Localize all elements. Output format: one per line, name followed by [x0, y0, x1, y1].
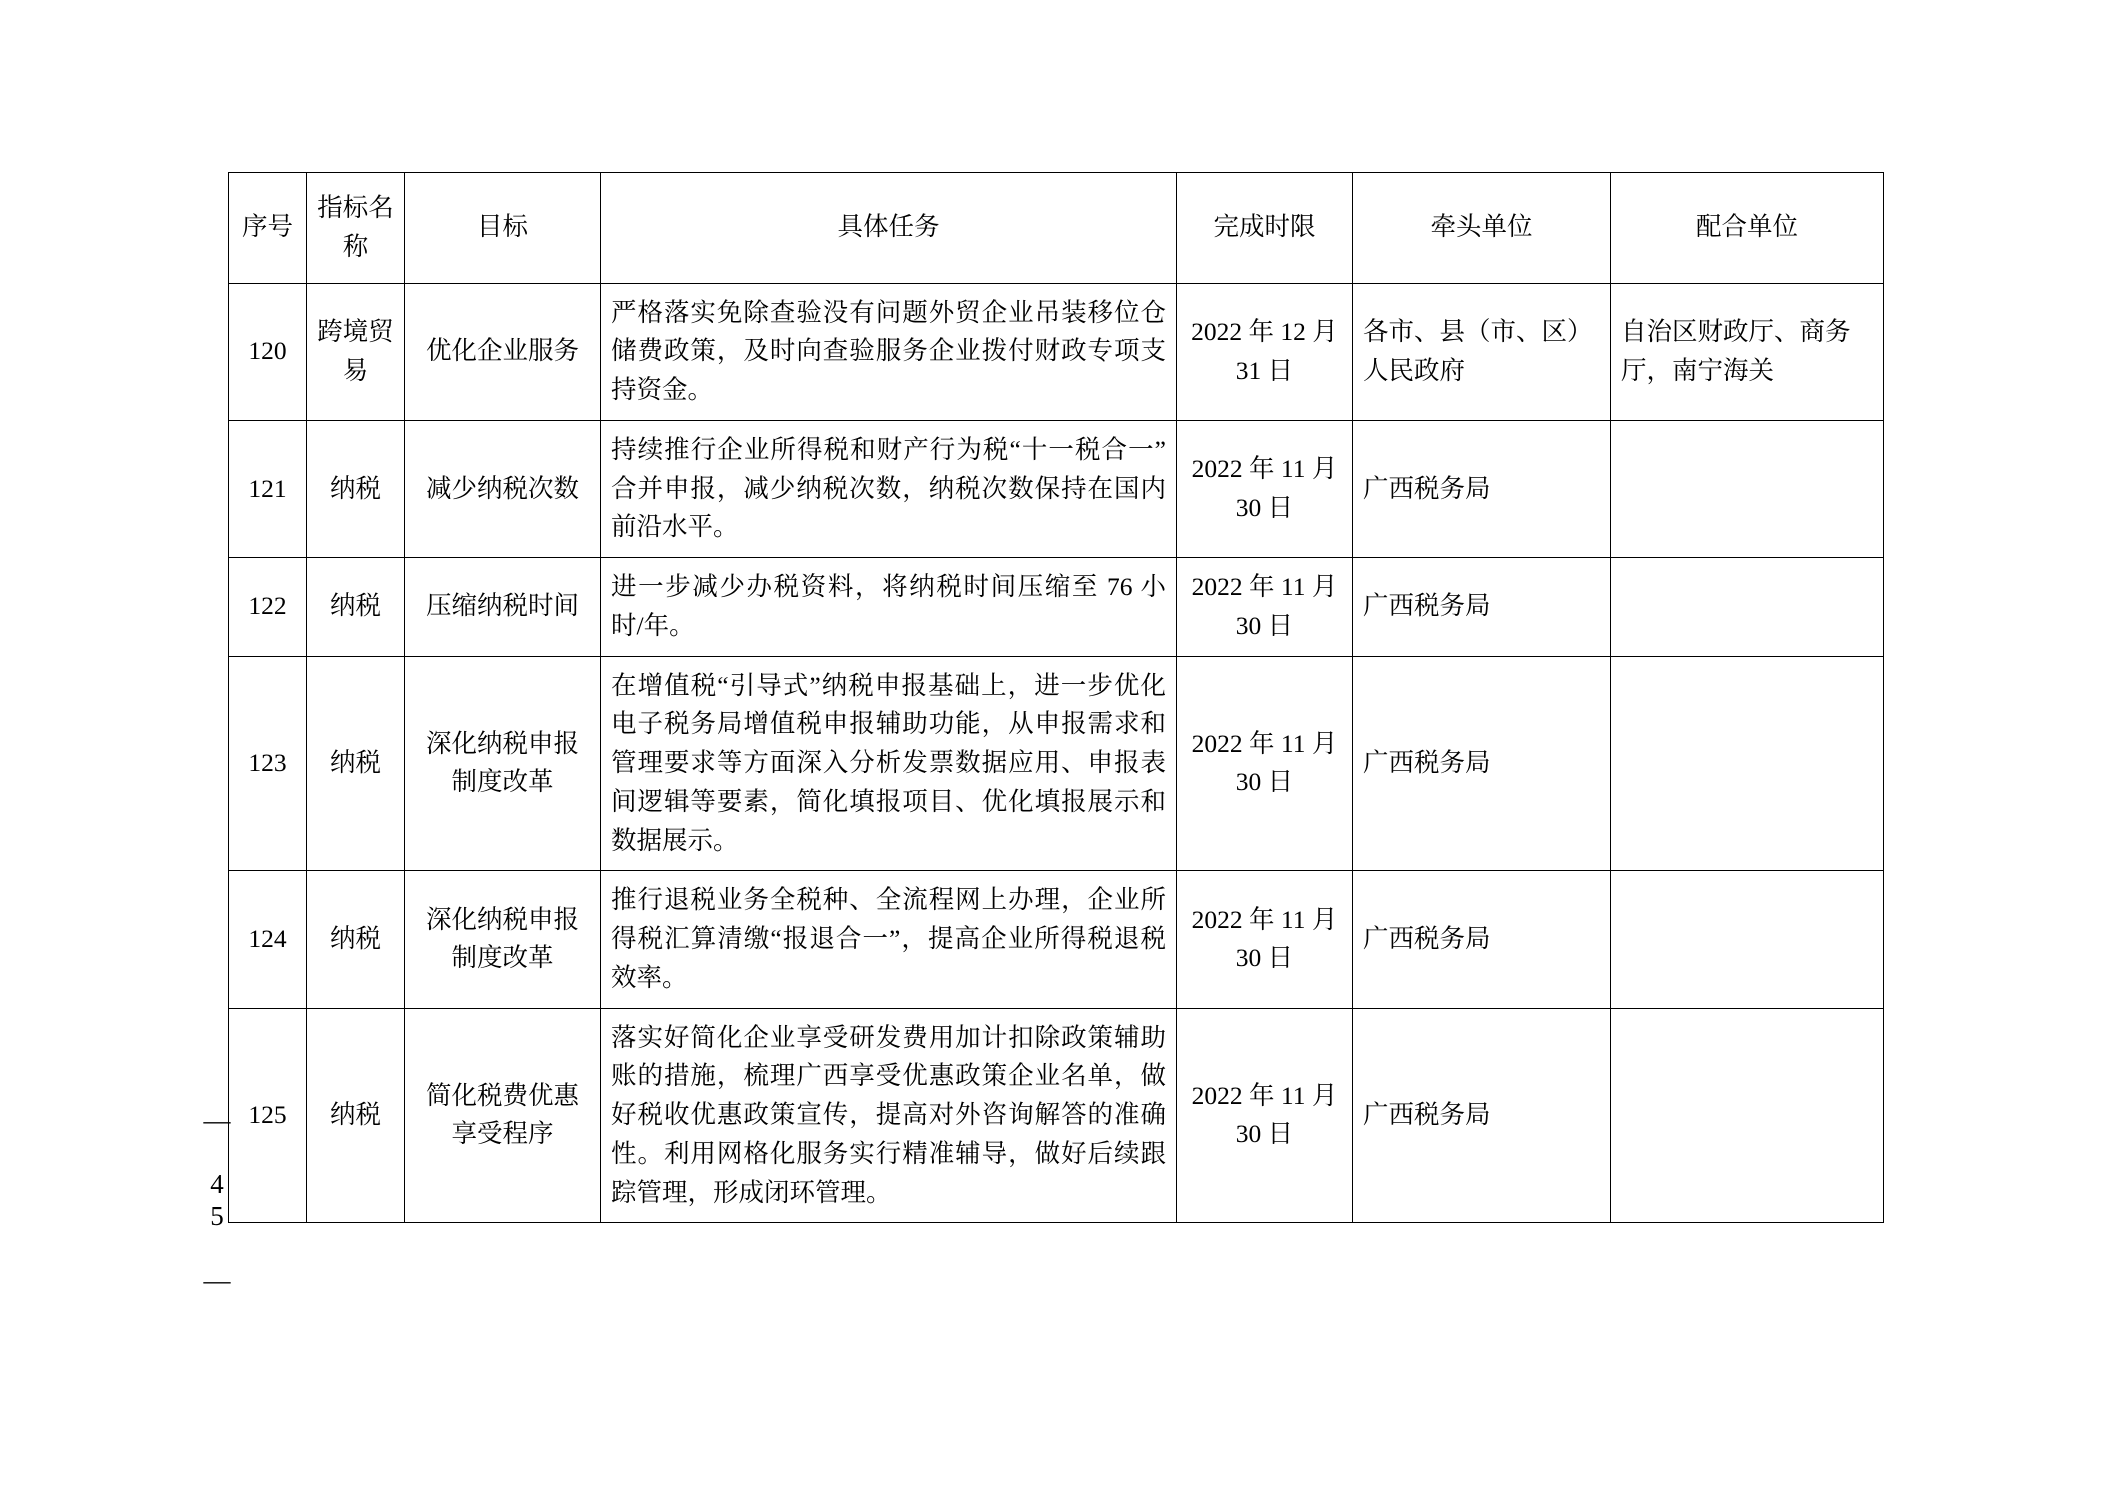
cell-seq: 124	[229, 871, 307, 1008]
cell-cooperating-unit	[1611, 656, 1884, 871]
cell-deadline: 2022 年 11 月 30 日	[1177, 558, 1353, 657]
cell-deadline: 2022 年 11 月 30 日	[1177, 420, 1353, 557]
cell-deadline: 2022 年 11 月 30 日	[1177, 656, 1353, 871]
cell-indicator-name: 纳税	[307, 656, 405, 871]
header-task: 具体任务	[601, 173, 1177, 284]
cell-cooperating-unit	[1611, 420, 1884, 557]
cell-task: 落实好简化企业享受研发费用加计扣除政策辅助账的措施，梳理广西享受优惠政策企业名单，做好税收优惠政策宣传，提高对外咨询解答的准确性。利用网格化服务实行精准辅导，做好后续跟踪管理，形成闭环管理。	[601, 1008, 1177, 1223]
header-goal: 目标	[405, 173, 601, 284]
table-header-row	[229, 173, 1884, 284]
cell-indicator-name: 跨境贸易	[307, 283, 405, 420]
cell-goal: 简化税费优惠享受程序	[405, 1008, 601, 1223]
task-table-container	[228, 172, 1883, 1223]
cell-seq: 123	[229, 656, 307, 871]
header-cooperating-unit: 配合单位	[1611, 173, 1884, 284]
table-row	[229, 656, 1884, 871]
cell-task: 持续推行企业所得税和财产行为税“十一税合一”合并申报，减少纳税次数，纳税次数保持在国内前沿水平。	[601, 420, 1177, 557]
cell-lead-unit: 广西税务局	[1353, 420, 1611, 557]
header-deadline: 完成时限	[1177, 173, 1353, 284]
task-table	[228, 172, 1884, 1223]
cell-goal: 深化纳税申报制度改革	[405, 656, 601, 871]
header-indicator-name: 指标名称	[307, 173, 405, 284]
cell-task: 在增值税“引导式”纳税申报基础上，进一步优化电子税务局增值税申报辅助功能，从申报需求和管理要求等方面深入分析发票数据应用、申报表间逻辑等要素，简化填报项目、优化填报展示和数据展示。	[601, 656, 1177, 871]
page-number: — 45 —	[202, 1105, 232, 1297]
cell-cooperating-unit	[1611, 558, 1884, 657]
table-row	[229, 283, 1884, 420]
cell-lead-unit: 广西税务局	[1353, 656, 1611, 871]
table-row	[229, 1008, 1884, 1223]
table-row	[229, 420, 1884, 557]
cell-lead-unit: 广西税务局	[1353, 558, 1611, 657]
cell-task: 推行退税业务全税种、全流程网上办理，企业所得税汇算清缴“报退合一”，提高企业所得税退税效率。	[601, 871, 1177, 1008]
cell-seq: 121	[229, 420, 307, 557]
cell-deadline: 2022 年 11 月 30 日	[1177, 1008, 1353, 1223]
cell-goal: 压缩纳税时间	[405, 558, 601, 657]
cell-cooperating-unit	[1611, 871, 1884, 1008]
cell-lead-unit: 广西税务局	[1353, 871, 1611, 1008]
cell-cooperating-unit: 自治区财政厅、商务厅，南宁海关	[1611, 283, 1884, 420]
table-row	[229, 871, 1884, 1008]
cell-lead-unit: 广西税务局	[1353, 1008, 1611, 1223]
cell-indicator-name: 纳税	[307, 871, 405, 1008]
cell-seq: 122	[229, 558, 307, 657]
cell-goal: 减少纳税次数	[405, 420, 601, 557]
cell-deadline: 2022 年 11 月 30 日	[1177, 871, 1353, 1008]
table-row	[229, 558, 1884, 657]
header-lead-unit: 牵头单位	[1353, 173, 1611, 284]
cell-deadline: 2022 年 12 月 31 日	[1177, 283, 1353, 420]
header-seq: 序号	[229, 173, 307, 284]
cell-seq: 125	[229, 1008, 307, 1223]
cell-indicator-name: 纳税	[307, 1008, 405, 1223]
cell-task: 进一步减少办税资料，将纳税时间压缩至 76 小时/年。	[601, 558, 1177, 657]
cell-lead-unit: 各市、县（市、区）人民政府	[1353, 283, 1611, 420]
cell-cooperating-unit	[1611, 1008, 1884, 1223]
cell-indicator-name: 纳税	[307, 558, 405, 657]
cell-task: 严格落实免除查验没有问题外贸企业吊装移位仓储费政策，及时向查验服务企业拨付财政专项支持资金。	[601, 283, 1177, 420]
cell-goal: 深化纳税申报制度改革	[405, 871, 601, 1008]
cell-seq: 120	[229, 283, 307, 420]
cell-goal: 优化企业服务	[405, 283, 601, 420]
cell-indicator-name: 纳税	[307, 420, 405, 557]
